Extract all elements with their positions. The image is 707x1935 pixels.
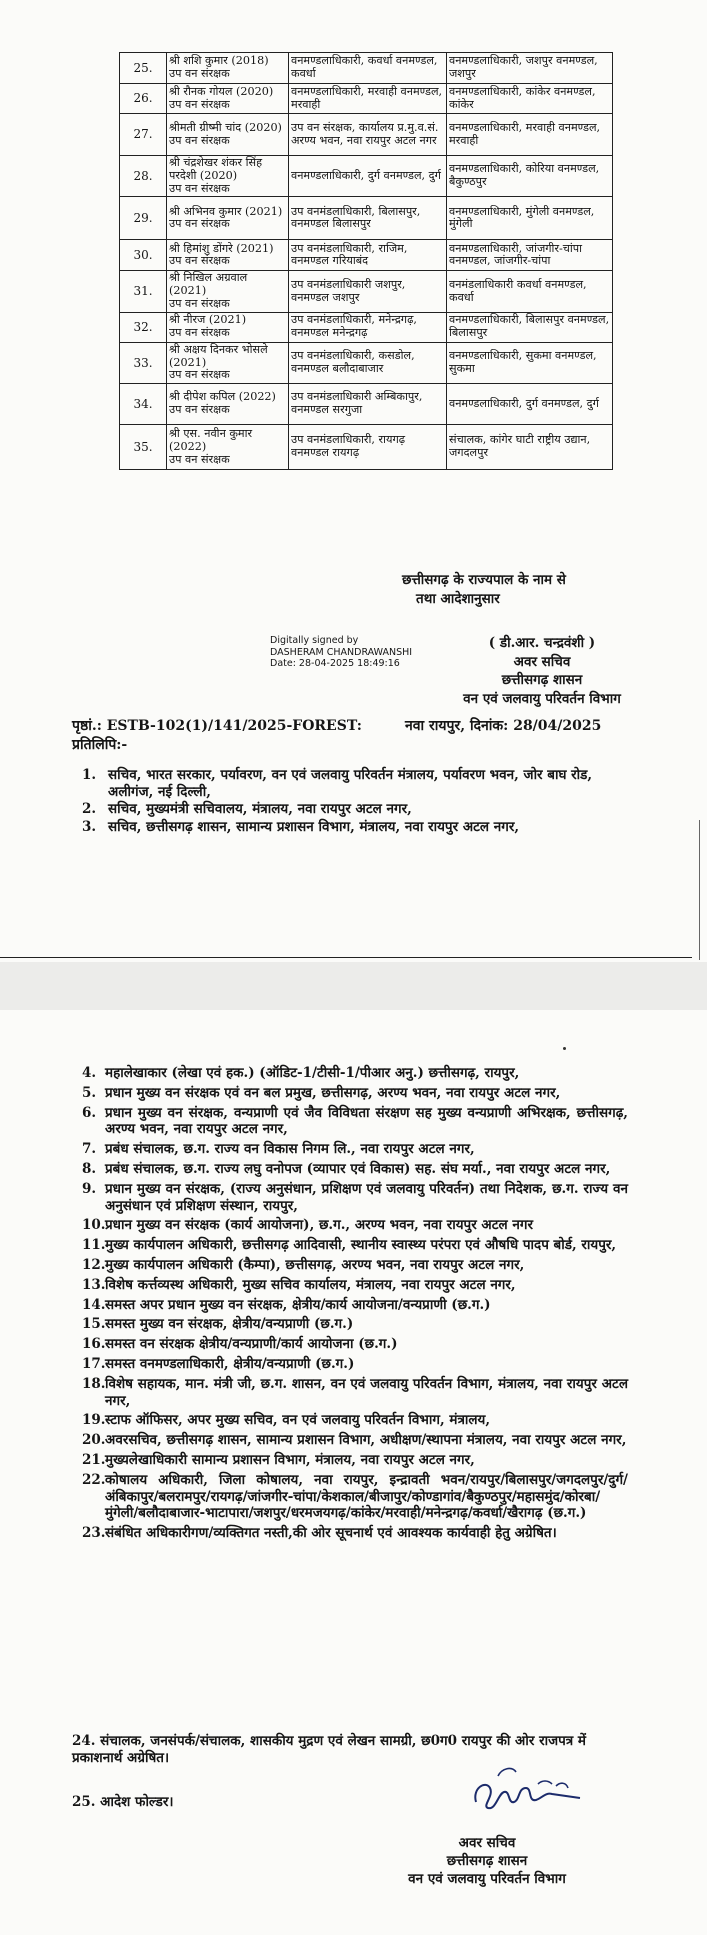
copy-item-25: 25. आदेश फोल्डर। (72, 1794, 174, 1810)
copy-list-page2 (72, 1065, 628, 1545)
new-posting-cell (447, 53, 613, 84)
copy-text: अवरसचिव, छत्तीसगढ़ शासन, सामान्य प्रशासन विभाग, अधीक्षण/स्थापना मंत्रालय, नवा रायपुर अटल नगर, (105, 1432, 627, 1449)
copy-number: 20. (82, 1432, 106, 1449)
current-posting: उप वनमंडलाधिकारी, कसडोल, वनमण्डल बलौदाबाजार (291, 349, 415, 375)
current-posting-cell (289, 114, 447, 156)
current-posting-cell (289, 156, 447, 197)
page-bottom-rule (0, 957, 692, 958)
current-posting: उप वनमंडलाधिकारी अम्बिकापुर, वनमण्डल सरगुजा (291, 390, 423, 417)
officer-name-cell (167, 84, 289, 114)
officer-name-cell (167, 384, 289, 425)
copy-number: 14. (82, 1296, 106, 1313)
digital-signature-name: DASHERAM CHANDRAWANSHI (270, 646, 413, 658)
officer-serial (120, 84, 167, 114)
officer-name-cell (167, 312, 289, 342)
copy-text: प्रधान मुख्य वन संरक्षक (कार्य आयोजना), छ.ग., अरण्य भवन, नवा रायपुर अटल नगर (105, 1217, 534, 1234)
signatory-designation: अवर सचिव (513, 653, 571, 670)
copy-item (72, 1217, 628, 1234)
footer-designation: अवर सचिव (458, 1835, 516, 1851)
officer-serial (120, 384, 167, 425)
new-posting-cell (447, 197, 613, 240)
current-posting-cell (289, 312, 447, 342)
officer-name: श्री दीपेश कपिल (2022) (169, 390, 276, 404)
table-row (120, 53, 613, 84)
table-row (120, 156, 613, 197)
officer-rank: उप वन संरक्षक (169, 97, 230, 111)
officer-name: श्री अभिनव कुमार (2021) (169, 204, 283, 218)
officer-rank: उप वन संरक्षक (169, 368, 230, 382)
copy-number: 12. (82, 1256, 106, 1273)
governor-order-line2: तथा आदेशानुसार (416, 591, 500, 607)
copy-item (72, 1257, 628, 1274)
new-posting-cell (447, 312, 613, 342)
officer-name: श्री चंद्रशेखर शंकर सिंह परदेशी (2020) (169, 156, 263, 182)
table-row (120, 342, 613, 383)
copy-number: 17. (82, 1355, 106, 1372)
serial-number: 35. (133, 439, 153, 454)
copy-item (72, 767, 628, 800)
copy-item (72, 1085, 628, 1102)
copy-to-label: प्रतिलिपि:- (72, 737, 128, 753)
officer-serial (120, 197, 167, 240)
officer-serial (120, 425, 167, 470)
officer-name: श्री शशि कुमार (2018) (169, 54, 269, 68)
digital-signature-line1: Digitally signed by (270, 635, 359, 646)
officer-serial (120, 240, 167, 271)
copy-text: प्रधान मुख्य वन संरक्षक, वन्यप्राणी एवं जैव विविधता संरक्षण सह मुख्य वन्यप्राणी अभिरक्षक, छत्तीसगढ़, अरण्य भवन, नवा रायपुर अटल नगर, (105, 1104, 628, 1138)
officer-name: श्री अक्षय दिनकर भोसले (2021) (169, 342, 268, 369)
copy-text: समस्त अपर प्रधान मुख्य वन संरक्षक, क्षेत्रीय/कार्य आयोजना/वन्यप्राणी (छ.ग.) (105, 1296, 491, 1313)
copy-text: प्रधान मुख्य वन संरक्षक एवं वन बल प्रमुख, छत्तीसगढ़, अरण्य भवन, नवा रायपुर अटल नगर, (105, 1084, 561, 1101)
copy-text: समस्त वनमण्डलाधिकारी, क्षेत्रीय/वन्यप्राणी (छ.ग.) (105, 1355, 355, 1372)
copy-text: प्रबंध संचालक, छ.ग. राज्य लघु वनोपज (व्यापार एवं विकास) सह. संघ मर्या., नवा रायपुर अटल नगर, (105, 1160, 611, 1177)
new-posting: संचालक, कांगेर घाटी राष्ट्रीय उद्यान, जगदलपुर (449, 433, 591, 460)
footer-govt: छत्तीसगढ़ शासन (446, 1853, 528, 1869)
transfer-table (119, 52, 613, 470)
scan-speck (563, 1047, 566, 1050)
officer-rank: उप वन संरक्षक (169, 181, 230, 195)
serial-number: 26. (133, 91, 153, 106)
copy-item (72, 1472, 628, 1522)
officer-name-cell (167, 240, 289, 271)
copy-item (72, 1237, 628, 1254)
officer-name-cell (167, 53, 289, 84)
officer-serial (120, 342, 167, 383)
officer-rank: उप वन संरक्षक (169, 326, 230, 340)
new-posting-cell (447, 84, 613, 114)
copy-number: 6. (82, 1104, 97, 1121)
officer-rank: उप वन संरक्षक (169, 452, 230, 466)
new-posting-cell (447, 156, 613, 197)
officer-rank: उप वन संरक्षक (169, 403, 230, 417)
serial-number: 27. (133, 127, 153, 142)
officer-name-cell (167, 114, 289, 156)
officer-name: श्री नीरज (2021) (169, 313, 247, 327)
copy-number: 9. (82, 1180, 97, 1197)
digital-signature-date: Date: 28-04-2025 18:49:16 (270, 658, 400, 669)
copy-item (72, 1452, 628, 1469)
signatory-block (432, 634, 652, 708)
copy-item (72, 1161, 628, 1178)
document-page-1 (0, 0, 707, 962)
table-row (120, 240, 613, 271)
officer-rank: उप वन संरक्षक (169, 67, 230, 80)
current-posting-cell (289, 425, 447, 470)
new-posting: वनमण्डलाधिकारी, सुकमा वनमण्डल, सुकमा (449, 349, 597, 375)
place-date: नवा रायपुर, दिनांक: 28/04/2025 (405, 718, 602, 734)
footer-dept: वन एवं जलवायु परिवर्तन विभाग (408, 1871, 566, 1887)
copy-text: प्रबंध संचालक, छ.ग. राज्य वन विकास निगम लि., नवा रायपुर अटल नगर, (105, 1141, 475, 1158)
copy-number: 13. (82, 1276, 106, 1293)
table-row (120, 425, 613, 470)
copy-number: 23. (82, 1525, 106, 1542)
copy-number: 11. (82, 1237, 106, 1254)
new-posting-cell (447, 114, 613, 156)
copy-list-page1 (72, 767, 628, 836)
current-posting-cell (289, 197, 447, 240)
copy-text: संबंधित अधिकारीगण/व्यक्तिगत नस्ती,की ओर सूचनार्थ एवं आवश्यक कार्यवाही हेतु अग्रेषित। (105, 1525, 557, 1542)
officer-name-cell (167, 197, 289, 240)
copy-text: प्रधान मुख्य वन संरक्षक, (राज्य अनुसंधान, प्रशिक्षण एवं जलवायु परिवर्तन) तथा निदेशक, छ.ग. राज्य वन अनुसंधान एवं प्रशिक्षण संस्थान, रायपुर, (105, 1180, 628, 1214)
current-posting-cell (289, 342, 447, 383)
copy-text: स्टाफ ऑफिसर, अपर मुख्य सचिव, वन एवं जलवायु परिवर्तन विभाग, मंत्रालय, (105, 1412, 491, 1429)
officer-serial (120, 53, 167, 84)
current-posting: उप वन संरक्षक, कार्यालय प्र.मु.व.सं. अरण्य भवन, नवा रायपुर अटल नगर (291, 120, 439, 147)
current-posting: उप वनमंडलाधिकारी जशपुर, वनमण्डल जशपुर (291, 277, 406, 304)
copy-number: 15. (82, 1316, 106, 1333)
new-posting: वनमण्डलाधिकारी, बिलासपुर वनमण्डल, बिलासपुर (449, 313, 610, 340)
serial-number: 28. (133, 168, 153, 183)
current-posting-cell (289, 240, 447, 271)
serial-number: 29. (133, 210, 153, 225)
copy-number: 1. (82, 767, 97, 783)
officer-serial (120, 156, 167, 197)
scan-edge-mark (699, 820, 700, 960)
officer-serial (120, 271, 167, 312)
copy-text: समस्त वन संरक्षक क्षेत्रीय/वन्यप्राणी/कार्य आयोजना (छ.ग.) (105, 1336, 398, 1353)
new-posting-cell (447, 425, 613, 470)
officer-name-cell (167, 156, 289, 197)
table-row (120, 312, 613, 342)
current-posting-cell (289, 84, 447, 114)
copy-item (72, 1297, 628, 1314)
governor-order-line1: छत्तीसगढ़ के राज्यपाल के नाम से (402, 572, 566, 588)
copy-text: समस्त मुख्य वन संरक्षक, क्षेत्रीय/वन्यप्राणी (छ.ग.) (105, 1316, 354, 1333)
officer-name: श्री एस. नवीन कुमार (2022) (169, 426, 253, 453)
new-posting-cell (447, 342, 613, 383)
copy-item (72, 1105, 628, 1139)
copy-number: 10. (82, 1217, 106, 1234)
officer-rank: उप वन संरक्षक (169, 133, 230, 147)
current-posting: उप वनमंडलाधिकारी, मनेन्द्रगढ़, वनमण्डल मनेन्द्रगढ़ (291, 313, 417, 340)
copy-item (72, 1376, 628, 1410)
current-posting-cell (289, 384, 447, 425)
current-posting: वनमण्डलाधिकारी, मरवाही वनमण्डल, मरवाही (291, 84, 443, 111)
copy-number: 22. (82, 1471, 106, 1488)
table-row (120, 384, 613, 425)
handwritten-signature (468, 1758, 588, 1818)
copy-item (72, 1356, 628, 1373)
new-posting: वनमंडलाधिकारी कवर्धा वनमण्डल, कवर्धा (449, 277, 587, 304)
current-posting: उप वनमंडलाधिकारी, राजिम, वनमण्डल गरियाबंद (291, 241, 408, 268)
officer-name: श्री निखिल अग्रवाल (2021) (169, 271, 248, 298)
copy-item (72, 1141, 628, 1158)
copy-text: कोषालय अधिकारी, जिला कोषालय, नवा रायपुर, इन्द्रावती भवन/रायपुर/बिलासपुर/जगदलपुर/दुर्ग/अंबिकापुर/बलरामपुर/रायगढ़/जांजगीर-चांपा/केशकाल/बीजापुर/कोण्डागांव/बैकुण्ठपुर/महासमुंद/कोरबा/मुंगेली/बलौदाबाजार-भाटापारा/जशपुर/धरमजयगढ़/कांकेर/मरवाही/मनेन्द्रगढ़/कवर्धा/खैरागढ़ (छ.ग.) (105, 1471, 628, 1522)
current-posting: वनमण्डलाधिकारी, दुर्ग वनमण्डल, दुर्ग (291, 168, 441, 182)
table-row (120, 271, 613, 312)
current-posting: वनमण्डलाधिकारी, कवर्धा वनमण्डल, कवर्धा (291, 54, 438, 80)
officer-name: श्री हिमांशु डोंगरे (2021) (169, 241, 274, 255)
copy-item (72, 1525, 628, 1542)
copy-number: 19. (82, 1412, 106, 1429)
table-row (120, 197, 613, 240)
officer-name-cell (167, 425, 289, 470)
officer-serial (120, 312, 167, 342)
copy-item (72, 1336, 628, 1353)
serial-number: 34. (133, 396, 153, 411)
copy-number: 7. (82, 1141, 97, 1158)
copy-text: विशेष कर्त्तव्यस्थ अधिकारी, मुख्य सचिव कार्यालय, मंत्रालय, नवा रायपुर अटल नगर, (105, 1276, 516, 1293)
current-posting: उप वनमंडलाधिकारी, रायगढ़ वनमण्डल रायगढ़ (291, 433, 406, 460)
officer-rank: उप वन संरक्षक (169, 296, 230, 310)
serial-number: 25. (133, 60, 153, 75)
copy-text: मुख्य कार्यपालन अधिकारी, छत्तीसगढ़ आदिवासी, स्थानीय स्वास्थ्य परंपरा एवं औषधि पादप बोर्ड, रायपुर, (105, 1237, 617, 1254)
copy-item (72, 801, 628, 818)
serial-number: 31. (133, 284, 153, 299)
copy-text: मुख्यलेखाधिकारी सामान्य प्रशासन विभाग, मंत्रालय, नवा रायपुर अटल नगर, (105, 1451, 475, 1468)
copy-item (72, 1181, 628, 1215)
copy-text: सचिव, छत्तीसगढ़ शासन, सामान्य प्रशासन विभाग, मंत्रालय, नवा रायपुर अटल नगर, (108, 818, 520, 835)
new-posting: वनमण्डलाधिकारी, दुर्ग वनमण्डल, दुर्ग (449, 396, 599, 410)
copy-text: सचिव, मुख्यमंत्री सचिवालय, मंत्रालय, नवा रायपुर अटल नगर, (108, 801, 412, 817)
copy-number: 2. (82, 801, 97, 817)
copy-number: 3. (82, 818, 97, 835)
copy-item (72, 1432, 628, 1449)
copy-text: विशेष सहायक, मान. मंत्री जी, छ.ग. शासन, वन एवं जलवायु परिवर्तन विभाग, मंत्रालय, नवा रायपुर अटल नगर, (105, 1375, 628, 1409)
copy-item (72, 1316, 628, 1333)
current-posting-cell (289, 271, 447, 312)
copy-item (72, 819, 628, 836)
new-posting: वनमण्डलाधिकारी, कोरिया वनमण्डल, बैकुण्ठपुर (449, 162, 600, 189)
signatory-name: ( डी.आर. चन्द्रवंशी ) (488, 635, 596, 651)
footer-signatory (372, 1834, 602, 1888)
copy-item (72, 1412, 628, 1429)
current-posting: उप वनमंडलाधिकारी, बिलासपुर, वनमण्डल बिलासपुर (291, 204, 421, 231)
table-row (120, 84, 613, 114)
reference-number: पृष्ठां.: ESTB-102(1)/141/2025-FOREST: (72, 718, 362, 734)
new-posting: वनमण्डलाधिकारी, मुंगेली वनमण्डल, मुंगेली (449, 204, 595, 231)
officer-name: श्रीमती ग्रीष्मी चांद (2020) (169, 120, 282, 134)
officer-serial (120, 114, 167, 156)
signatory-govt: छत्तीसगढ़ शासन (501, 672, 583, 688)
copy-number: 16. (82, 1336, 106, 1353)
copy-text: मुख्य कार्यपालन अधिकारी (कैम्पा), छत्तीसगढ़, अरण्य भवन, नवा रायपुर अटल नगर, (105, 1256, 525, 1273)
copy-number: 4. (82, 1065, 97, 1081)
copy-number: 21. (82, 1451, 106, 1468)
page-separator (0, 962, 707, 1010)
officer-rank: उप वन संरक्षक (169, 217, 230, 231)
copy-item (72, 1277, 628, 1294)
serial-number: 33. (133, 355, 153, 370)
table-row (120, 114, 613, 156)
new-posting: वनमण्डलाधिकारी, जांजगीर-चांपा वनमण्डल, जांजगीर-चांपा (449, 241, 583, 268)
officer-name-cell (167, 342, 289, 383)
copy-number: 5. (82, 1084, 97, 1101)
new-posting: वनमण्डलाधिकारी, जशपुर वनमण्डल, जशपुर (449, 54, 598, 80)
new-posting: वनमण्डलाधिकारी, मरवाही वनमण्डल, मरवाही (449, 120, 601, 147)
copy-text: सचिव, भारत सरकार, पर्यावरण, वन एवं जलवायु परिवर्तन मंत्रालय, पर्यावरण भवन, जोर बाघ रोड, अलीगंज, नई दिल्ली, (108, 767, 593, 800)
governor-order-text (402, 571, 632, 609)
copy-number: 8. (82, 1160, 97, 1177)
officer-name: श्री रौनक गोयल (2020) (169, 84, 274, 98)
serial-number: 32. (133, 319, 153, 334)
copy-number: 18. (82, 1375, 106, 1392)
new-posting-cell (447, 271, 613, 312)
new-posting: वनमण्डलाधिकारी, कांकेर वनमण्डल, कांकेर (449, 84, 596, 111)
officer-name-cell (167, 271, 289, 312)
signatory-dept: वन एवं जलवायु परिवर्तन विभाग (463, 690, 621, 707)
copy-item (72, 1065, 628, 1082)
copy-item-24: 24. संचालक, जनसंपर्क/संचालक, शासकीय मुद्रण एवं लेखन सामग्री, छ0ग0 रायपुर की ओर राजपत्र में प्रकाशनार्थ अग्रेषित। (72, 1733, 586, 1766)
current-posting-cell (289, 53, 447, 84)
new-posting-cell (447, 384, 613, 425)
copy-text: महालेखाकार (लेखा एवं हक.) (ऑडिट-1/टीसी-1/पीआर अनु.) छत्तीसगढ़, रायपुर, (105, 1065, 520, 1081)
officer-rank: उप वन संरक्षक (169, 254, 230, 268)
digital-signature-stamp (270, 635, 420, 670)
serial-number: 30. (133, 247, 153, 262)
new-posting-cell (447, 240, 613, 271)
